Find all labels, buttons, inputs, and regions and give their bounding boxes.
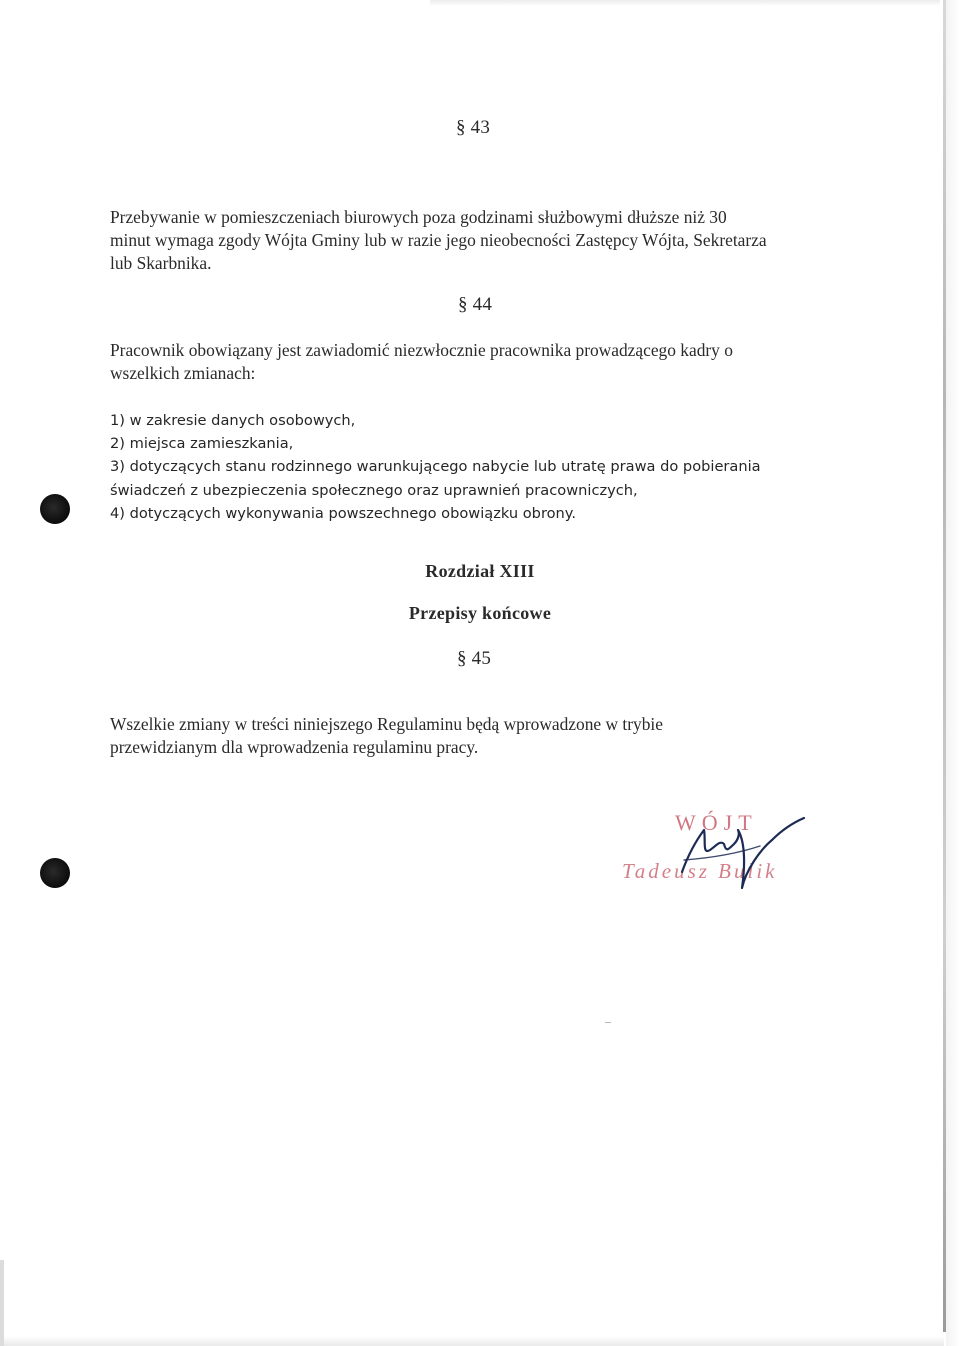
signature-underline: [684, 846, 760, 860]
scan-speck: [605, 1022, 611, 1023]
scan-top-edge: [430, 0, 940, 6]
text-line: minut wymaga zgody Wójta Gminy lub w razie jego nieobecności Zastępcy Wójta, Sekretarza: [110, 230, 767, 250]
text-line: lub Skarbnika.: [110, 253, 212, 273]
text-line: Pracownik obowiązany jest zawiadomić niezwłocznie pracownika prowadzącego kadry o: [110, 340, 733, 360]
text-line: przewidzianym dla wprowadzenia regulaminu pracy.: [110, 737, 479, 757]
section-45-text: [110, 713, 663, 759]
stamp-title: WÓJT: [675, 810, 758, 835]
chapter-title: Przepisy końcowe: [408, 603, 552, 623]
stamp-name: Tadeusz Bulik: [622, 859, 778, 883]
text-line: Wszelkie zmiany w treści niniejszego Regulaminu będą wprowadzone w trybie: [110, 714, 663, 734]
list-item: 4) dotyczących wykonywania powszechnego obowiązku obrony.: [110, 504, 577, 522]
scan-right-margin: [946, 0, 960, 1346]
punch-hole-upper: [40, 494, 70, 524]
scan-bottom-edge: [0, 1336, 944, 1346]
section-43-heading: § 43: [456, 117, 491, 138]
section-44-heading: § 44: [458, 294, 493, 315]
list-item: świadczeń z ubezpieczenia społecznego oraz uprawnień pracowniczych,: [110, 481, 638, 499]
list-item: 2) miejsca zamieszkania,: [110, 435, 294, 453]
section-44-list: [110, 409, 761, 525]
punch-hole-lower: [40, 858, 70, 888]
section-44-text: [110, 339, 733, 385]
chapter-number: Rozdział XIII: [425, 561, 535, 581]
section-45-heading: § 45: [457, 648, 492, 669]
scan-left-edge: [0, 1260, 4, 1346]
scan-right-edge: [943, 0, 946, 1332]
section-43-text: [110, 206, 767, 275]
list-item: 3) dotyczących stanu rodzinnego warunkującego nabycie lub utratę prawa do pobierania: [110, 458, 761, 476]
text-line: Przebywanie w pomieszczeniach biurowych poza godzinami służbowymi dłuższe niż 30: [110, 207, 727, 227]
text-line: wszelkich zmianach:: [110, 363, 256, 383]
list-item: 1) w zakresie danych osobowych,: [110, 412, 356, 429]
official-stamp: [620, 800, 830, 900]
